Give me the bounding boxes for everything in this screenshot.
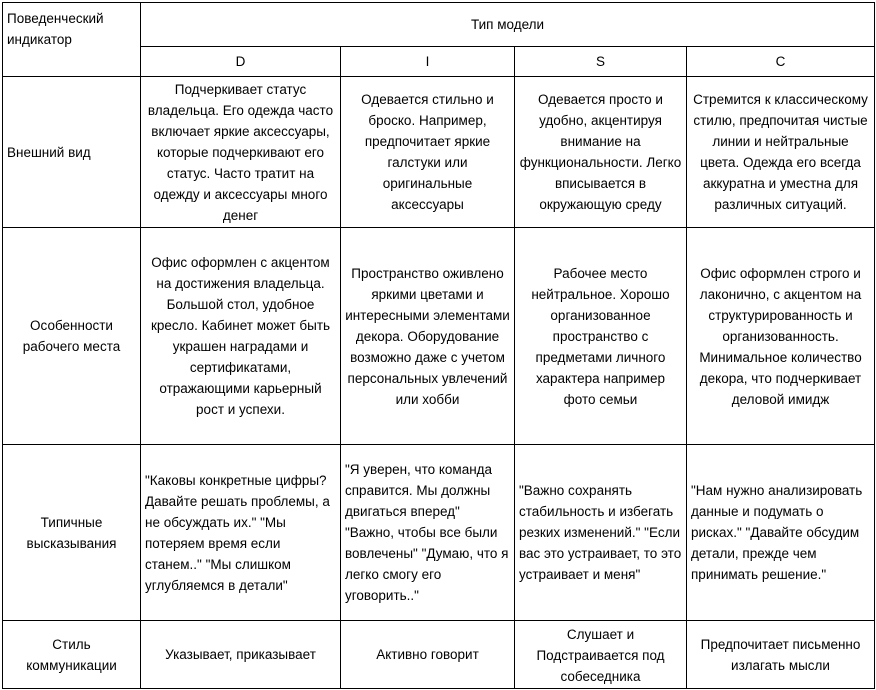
row-label-workplace: Особенности рабочего места [3,228,141,445]
table-row [3,445,875,621]
row-label-phrases: Типичные высказывания [3,445,141,621]
cell-communication-s: Слушает и Подстраивается под собеседника [515,621,687,689]
cell-workplace-s: Рабочее место нейтральное. Хорошо организованное пространство с предметами личного характера например фото семьи [515,228,687,445]
cell-phrases-d: "Каковы конкретные цифры? Давайте решать проблемы, а не обсуждать их." "Мы потеряем время если станем.." "Мы слишком углубляемся в детали" [141,445,341,621]
cell-communication-i: Активно говорит [341,621,515,689]
table-row [3,77,875,228]
table-row [3,228,875,445]
row-label-communication: Стиль коммуникации [3,621,141,689]
cell-workplace-i: Пространство оживлено яркими цветами и интересными элементами декора. Оборудование возможно даже с учетом персональных увлечений или хобби [341,228,515,445]
header-type-d: D [141,47,341,77]
header-type-s: S [515,47,687,77]
cell-appearance-d: Подчеркивает статус владельца. Его одежда часто включает яркие аксессуары, которые подчеркивают его статус. Часто тратит на одежду и аксессуары много денег [141,77,341,228]
row-label-appearance: Внешний вид [3,77,141,228]
cell-communication-c: Предпочитает письменно излагать мысли [687,621,875,689]
cell-workplace-d: Офис оформлен с акцентом на достижения владельца. Большой стол, удобное кресло. Кабинет может быть украшен наградами и сертификатами, отражающими карьерный рост и успехи. [141,228,341,445]
header-type-i: I [341,47,515,77]
cell-phrases-s: "Важно сохранять стабильность и избегать резких изменений." "Если вас это устраивает, то это устраивает и меня" [515,445,687,621]
header-indicator: Поведенческий индикатор [3,3,141,77]
cell-phrases-c: "Нам нужно анализировать данные и подумать о рисках." "Давайте обсудим детали, прежде чем принимать решение." [687,445,875,621]
table-row [3,621,875,689]
cell-appearance-i: Одевается стильно и броско. Например, предпочитает яркие галстуки или оригинальные аксессуары [341,77,515,228]
cell-communication-d: Указывает, приказывает [141,621,341,689]
cell-workplace-c: Офис оформлен строго и лаконично, с акцентом на структурированность и организованность. Минимальное количество декора, что подчеркивает деловой имидж [687,228,875,445]
header-model-type: Тип модели [141,3,875,47]
cell-appearance-c: Стремится к классическому стилю, предпочитая чистые линии и нейтральные цвета. Одежда его всегда аккуратна и уместна для различных ситуаций. [687,77,875,228]
disc-model-table [2,2,875,689]
cell-appearance-s: Одевается просто и удобно, акцентируя внимание на функциональности. Легко вписывается в окружающую среду [515,77,687,228]
header-type-c: C [687,47,875,77]
cell-phrases-i: "Я уверен, что команда справится. Мы должны двигаться вперед" "Важно, чтобы все были вовлечены" "Думаю, что я легко смогу его уговорить.." [341,445,515,621]
